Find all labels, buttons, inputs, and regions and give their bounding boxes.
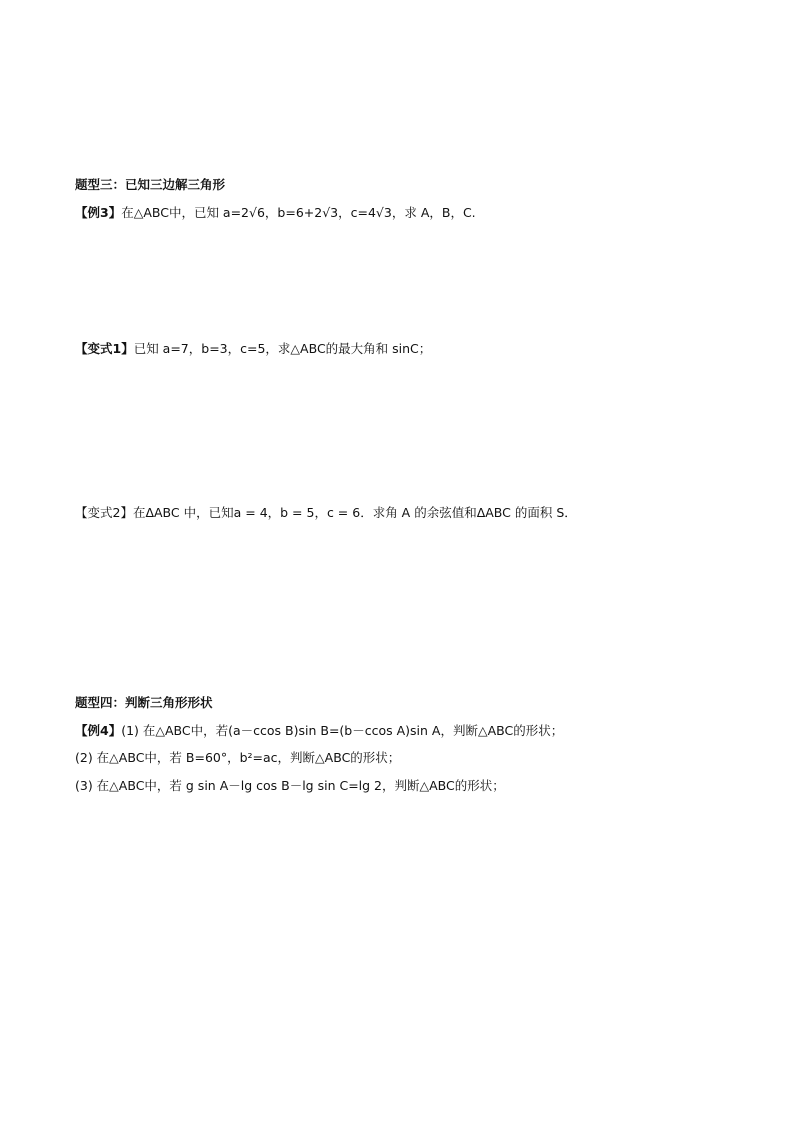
example4-label: 【例4】 <box>75 723 122 738</box>
variant1-text: 已知 a=7，b=3，c=5，求△ABC的最大角和 sinC； <box>133 341 432 356</box>
example4-part3: (3) 在△ABC中，若 g sin A－lg cos B－lg sin C=lg 2，判断△ABC的形状； <box>75 778 505 793</box>
example4-part3-line <box>75 778 505 794</box>
example3-line <box>75 205 476 221</box>
example4-part1: (1) 在△ABC中，若(a－ccos B)sin B=(b－ccos A)sin A，判断△ABC的形状； <box>121 723 564 738</box>
variant1-line <box>75 341 431 357</box>
variant2-text: 在ΔABC 中，已知a = 4，b = 5，c = 6．求角 A 的余弦值和ΔABC 的面积 S． <box>132 505 577 520</box>
variant1-label: 【变式1】 <box>75 341 134 356</box>
variant2-line <box>75 505 577 521</box>
section4-title: 题型四：判断三角形形状 <box>75 695 213 710</box>
example3-label: 【例3】 <box>75 205 122 220</box>
example4-part1-line <box>75 723 563 739</box>
section3-title: 题型三：已知三边解三角形 <box>75 177 226 192</box>
example3-text: 在△ABC中，已知 a=2√6，b=6+2√3，c=4√3，求 A，B，C. <box>121 205 476 220</box>
example4-part2: (2) 在△ABC中，若 B=60°，b²=ac，判断△ABC的形状； <box>75 750 401 765</box>
variant2-label: 【变式2】 <box>75 505 133 520</box>
example4-part2-line <box>75 750 400 766</box>
